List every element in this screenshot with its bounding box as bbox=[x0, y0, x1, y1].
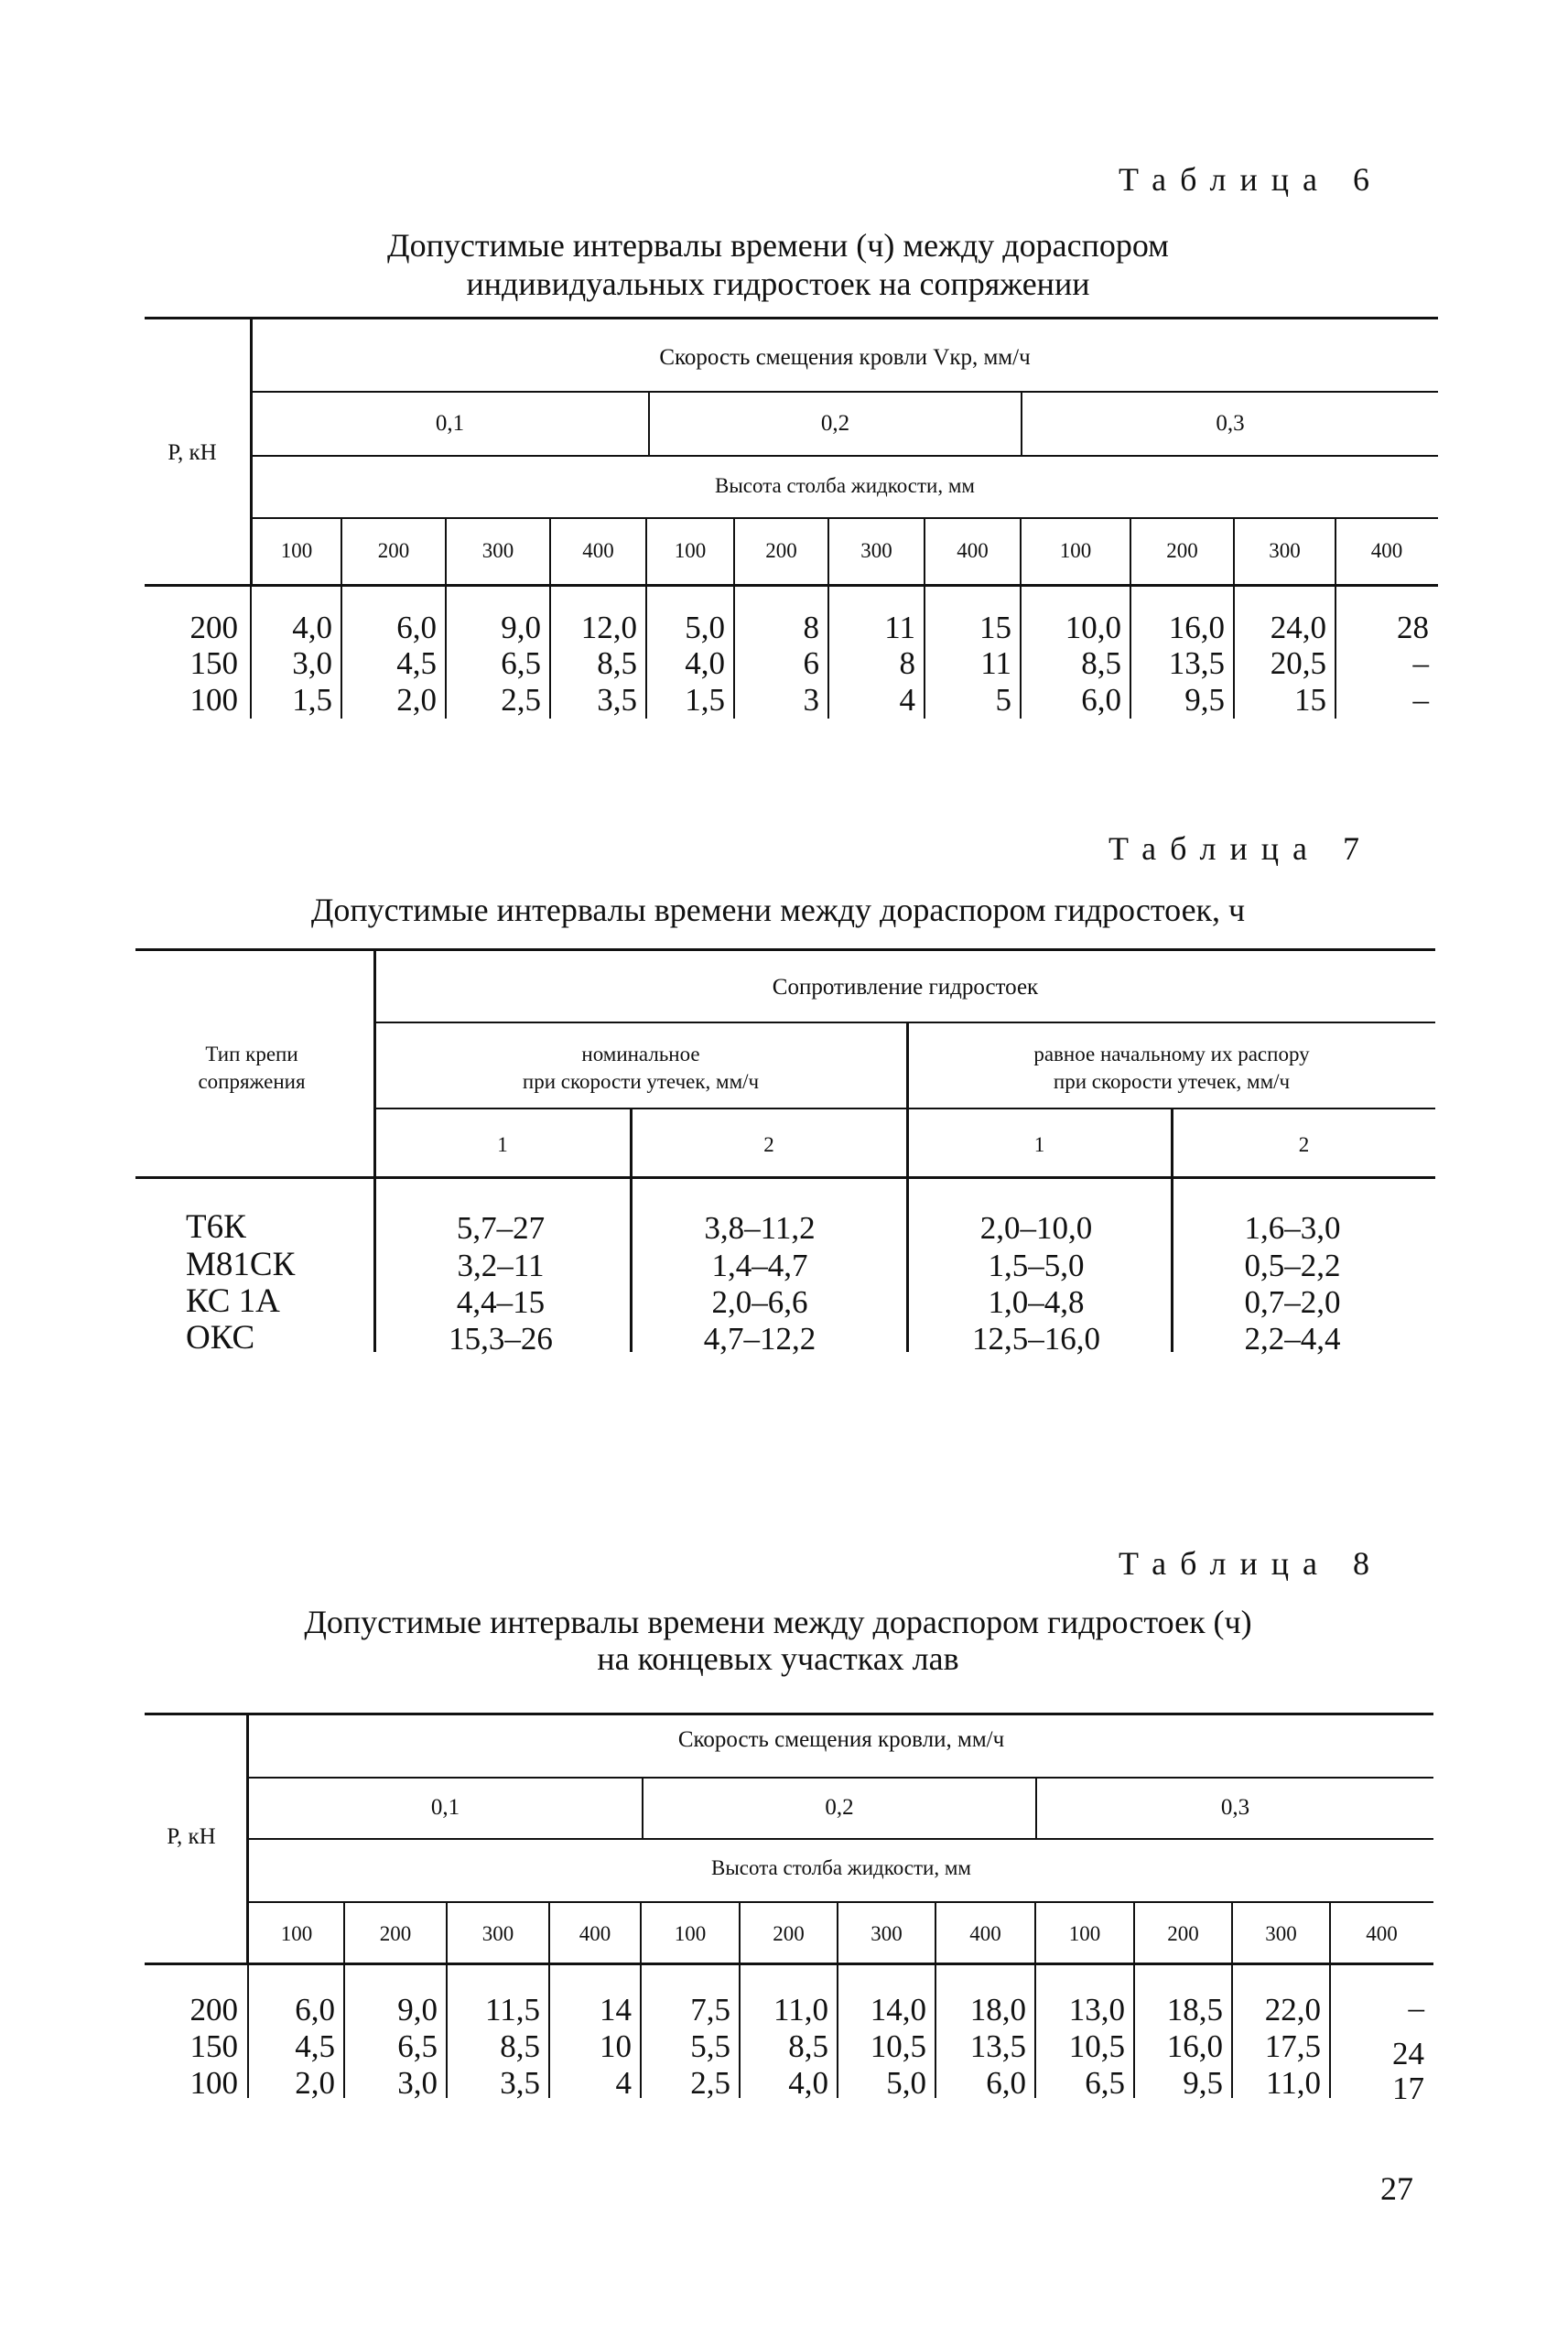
table-8-top-rule bbox=[145, 1713, 1433, 1715]
table-7-header-bottom-rule bbox=[135, 1176, 1435, 1179]
table6-row-2-cell-3: 6,5 bbox=[501, 645, 541, 681]
table7-row-3-type: КС 1А bbox=[186, 1282, 280, 1320]
table6-height-col-1: 100 bbox=[280, 539, 313, 562]
table7-row-4-type: ОКС bbox=[186, 1319, 255, 1357]
table6-row-2-cell-11: 20,5 bbox=[1270, 645, 1326, 681]
table8-row-2-cell-6: 8,5 bbox=[788, 2028, 828, 2064]
table8-row-1-p: 200 bbox=[189, 1992, 238, 2028]
table6-header-col-divider-11 bbox=[1335, 519, 1336, 584]
table8-height-col-10: 200 bbox=[1167, 1922, 1199, 1945]
table6-row-2-cell-8: 11 bbox=[980, 645, 1011, 681]
table8-row-2-cell-10: 16,0 bbox=[1166, 2028, 1223, 2064]
table8-row-1-cell-9: 13,0 bbox=[1068, 1992, 1125, 2028]
table6-row-1-cell-3: 9,0 bbox=[501, 610, 541, 645]
table8-height-col-7: 300 bbox=[871, 1922, 903, 1945]
table8-header-col-divider-9 bbox=[1133, 1903, 1135, 1963]
table-8-number: Таблица 8 bbox=[1119, 1545, 1383, 1582]
table6-height-col-10: 200 bbox=[1166, 539, 1198, 562]
table8-height-col-1: 100 bbox=[280, 1922, 313, 1945]
table6-height-col-9: 100 bbox=[1059, 539, 1092, 562]
table6-row-1-cell-7: 11 bbox=[884, 610, 915, 645]
table-6-speed-0-2: 0,2 bbox=[820, 411, 850, 436]
table8-row-2-cell-3: 8,5 bbox=[500, 2028, 540, 2064]
table7-leak-speed-3: 1 bbox=[1033, 1133, 1045, 1156]
table7-row-4-cell-1: 15,3–26 bbox=[449, 1321, 553, 1357]
table7-row-1-cell-2: 3,8–11,2 bbox=[704, 1210, 816, 1246]
table7-row-4-cell-4: 2,2–4,4 bbox=[1244, 1321, 1341, 1357]
table6-row-2-cell-9: 8,5 bbox=[1081, 645, 1121, 681]
table8-row-3-p: 100 bbox=[189, 2065, 238, 2101]
table-8-height-rule bbox=[249, 1901, 1433, 1903]
table7-row-3-cell-1: 4,4–15 bbox=[456, 1284, 546, 1320]
table8-header-col-divider-5 bbox=[739, 1903, 741, 1963]
table8-row-2-cell-5: 5,5 bbox=[690, 2028, 730, 2064]
table7-row-4-cell-3: 12,5–16,0 bbox=[972, 1321, 1100, 1357]
table6-row-2-p: 150 bbox=[189, 645, 238, 681]
table6-height-col-5: 100 bbox=[674, 539, 707, 562]
table6-row-1-cell-12: 28 bbox=[1397, 610, 1429, 645]
table-7-number: Таблица 7 bbox=[1108, 830, 1373, 867]
table-7-top-rule bbox=[135, 948, 1435, 951]
table6-row-3-cell-11: 15 bbox=[1294, 682, 1326, 718]
table8-row-1-cell-5: 7,5 bbox=[690, 1992, 730, 2028]
table7-row-1-cell-1: 5,7–27 bbox=[456, 1210, 546, 1246]
table-7-group-1-line-1: номинальное bbox=[581, 1043, 700, 1065]
table8-row-3-cell-8: 6,0 bbox=[986, 2065, 1026, 2101]
table6-row-1-cell-6: 8 bbox=[803, 610, 819, 645]
table8-row-1-cell-7: 14,0 bbox=[870, 1992, 926, 2028]
table7-row-3-cell-3: 1,0–4,8 bbox=[988, 1284, 1085, 1320]
table8-row-1-cell-11: 22,0 bbox=[1264, 1992, 1321, 2028]
table-6-speed-0-3: 0,3 bbox=[1216, 411, 1245, 436]
table-6-row-header: Р, кН bbox=[168, 440, 217, 465]
page-number: 27 bbox=[1380, 2170, 1413, 2207]
table-8-speed-0-1: 0,1 bbox=[430, 1795, 460, 1820]
table7-row-2-cell-3: 1,5–5,0 bbox=[988, 1248, 1085, 1283]
table6-height-col-3: 300 bbox=[481, 539, 514, 562]
table6-row-3-cell-6: 3 bbox=[803, 682, 819, 718]
table8-row-1-cell-4: 14 bbox=[600, 1992, 632, 2028]
table-7-resistance-rule bbox=[375, 1022, 1435, 1023]
table8-row-2-cell-8: 13,5 bbox=[969, 2028, 1026, 2064]
table8-row-3-cell-1: 2,0 bbox=[295, 2065, 335, 2101]
table6-row-2-cell-6: 6 bbox=[803, 645, 819, 681]
table6-row-2-cell-2: 4,5 bbox=[396, 645, 437, 681]
table-8-speed-header: Скорость смещения кровли, мм/ч bbox=[677, 1727, 1005, 1752]
table8-row-2-cell-2: 6,5 bbox=[397, 2028, 438, 2064]
table8-row-3-cell-6: 4,0 bbox=[788, 2065, 828, 2101]
table6-height-col-8: 400 bbox=[957, 539, 989, 562]
table-8-height-header: Высота столба жидкости, мм bbox=[711, 1856, 971, 1879]
table-7-title: Допустимые интервалы времени между дораспором гидростоек, ч bbox=[310, 892, 1246, 928]
table-8-header-bottom-rule bbox=[145, 1963, 1433, 1965]
table-6-header-bottom-rule bbox=[145, 584, 1438, 587]
table6-height-col-4: 400 bbox=[582, 539, 614, 562]
table8-row-2-p: 150 bbox=[189, 2028, 238, 2064]
table-6-speed-values-rule bbox=[252, 455, 1438, 457]
table7-leak-speed-2: 2 bbox=[763, 1133, 774, 1156]
table8-height-col-6: 200 bbox=[773, 1922, 805, 1945]
table8-header-col-divider-2 bbox=[446, 1903, 448, 1963]
table-8-row-header: Р, кН bbox=[167, 1824, 216, 1849]
table8-row-2-cell-12: 24 bbox=[1392, 2036, 1424, 2071]
table6-height-col-12: 400 bbox=[1370, 539, 1403, 562]
table7-row-2-cell-4: 0,5–2,2 bbox=[1244, 1248, 1341, 1283]
table-8-speed-0-2: 0,2 bbox=[825, 1795, 854, 1820]
table8-height-col-11: 300 bbox=[1265, 1922, 1297, 1945]
table7-row-2-type: М81СК bbox=[186, 1246, 296, 1283]
table6-header-col-divider-2 bbox=[445, 519, 447, 584]
table6-height-col-7: 300 bbox=[860, 539, 892, 562]
table8-row-2-cell-7: 10,5 bbox=[870, 2028, 926, 2064]
table7-leak-speed-1: 1 bbox=[497, 1133, 508, 1156]
table6-row-3-p: 100 bbox=[189, 682, 238, 718]
table6-row-1-cell-8: 15 bbox=[979, 610, 1011, 645]
table7-row-1-cell-4: 1,6–3,0 bbox=[1244, 1210, 1341, 1246]
table6-header-col-divider-8 bbox=[1020, 519, 1022, 584]
table7-row-3-cell-4: 0,7–2,0 bbox=[1244, 1284, 1341, 1320]
table-7-resistance-header: Сопротивление гидростоек bbox=[772, 975, 1039, 1000]
table6-row-3-cell-8: 5 bbox=[995, 682, 1011, 718]
table6-row-2-cell-10: 13,5 bbox=[1168, 645, 1225, 681]
table6-row-1-cell-1: 4,0 bbox=[292, 610, 332, 645]
table8-row-1-cell-2: 9,0 bbox=[397, 1992, 438, 2028]
table6-row-3-cell-12: – bbox=[1412, 682, 1429, 718]
table8-height-col-9: 100 bbox=[1068, 1922, 1101, 1945]
table8-row-3-cell-5: 2,5 bbox=[690, 2065, 730, 2101]
table8-row-2-cell-11: 17,5 bbox=[1264, 2028, 1321, 2064]
table8-row-3-cell-7: 5,0 bbox=[886, 2065, 926, 2101]
table8-row-3-cell-3: 3,5 bbox=[500, 2065, 540, 2101]
table-8-speed-rule bbox=[249, 1777, 1433, 1779]
table-8-speed-values-rule bbox=[249, 1838, 1433, 1840]
table7-leak-speed-4: 2 bbox=[1298, 1133, 1310, 1156]
table8-header-col-divider-1 bbox=[343, 1903, 345, 1963]
table8-row-3-cell-11: 11,0 bbox=[1266, 2065, 1321, 2101]
table6-row-3-cell-2: 2,0 bbox=[396, 682, 437, 718]
table6-row-2-cell-7: 8 bbox=[899, 645, 915, 681]
table6-row-1-p: 200 bbox=[189, 610, 238, 645]
table-6-number: Таблица 6 bbox=[1119, 161, 1383, 198]
table-7-group-2-line-1: равное начальному их распору bbox=[1033, 1043, 1310, 1065]
table-8-speed-0-3: 0,3 bbox=[1220, 1795, 1250, 1820]
table6-row-1-cell-10: 16,0 bbox=[1168, 610, 1225, 645]
table-6-height-header: Высота столба жидкости, мм bbox=[715, 474, 975, 497]
table6-header-col-divider-4 bbox=[645, 519, 647, 584]
table-7-row-header-line-1: Тип крепи bbox=[205, 1043, 298, 1065]
table6-height-col-6: 200 bbox=[765, 539, 797, 562]
table8-header-col-divider-8 bbox=[1034, 1903, 1036, 1963]
table-6-title-line-1: Допустимые интервалы времени (ч) между дораспором bbox=[387, 227, 1169, 264]
table7-row-1-cell-3: 2,0–10,0 bbox=[979, 1210, 1093, 1246]
table6-row-3-cell-4: 3,5 bbox=[597, 682, 637, 718]
table7-row-2-cell-1: 3,2–11 bbox=[457, 1248, 545, 1283]
table8-height-col-2: 200 bbox=[379, 1922, 412, 1945]
table6-row-1-cell-2: 6,0 bbox=[396, 610, 437, 645]
table6-row-3-cell-5: 1,5 bbox=[685, 682, 725, 718]
table8-row-2-cell-4: 10 bbox=[600, 2028, 632, 2064]
table6-header-col-divider-3 bbox=[549, 519, 551, 584]
table7-row-3-cell-2: 2,0–6,6 bbox=[711, 1284, 808, 1320]
table6-height-col-2: 200 bbox=[377, 539, 410, 562]
table-6-top-rule bbox=[145, 317, 1438, 319]
table6-header-col-divider-9 bbox=[1130, 519, 1131, 584]
table8-header-col-divider-10 bbox=[1231, 1903, 1233, 1963]
table6-header-col-divider-6 bbox=[827, 519, 829, 584]
table6-row-2-cell-12: – bbox=[1412, 645, 1429, 681]
table6-row-1-cell-4: 12,0 bbox=[580, 610, 637, 645]
table-6-speed-rule bbox=[252, 391, 1438, 393]
table8-row-3-cell-2: 3,0 bbox=[397, 2065, 438, 2101]
table8-row-2-cell-1: 4,5 bbox=[295, 2028, 335, 2064]
table7-row-2-cell-2: 1,4–4,7 bbox=[711, 1248, 808, 1283]
table6-row-3-cell-9: 6,0 bbox=[1081, 682, 1121, 718]
table6-row-3-cell-1: 1,5 bbox=[292, 682, 332, 718]
table8-row-3-cell-10: 9,5 bbox=[1183, 2065, 1223, 2101]
table8-row-1-cell-8: 18,0 bbox=[969, 1992, 1026, 2028]
table8-row-1-cell-1: 6,0 bbox=[295, 1992, 335, 2028]
table6-row-1-cell-5: 5,0 bbox=[685, 610, 725, 645]
table8-row-1-cell-12: – bbox=[1408, 1990, 1424, 2026]
table-7-group-2-line-2: при скорости утечек, мм/ч bbox=[1053, 1070, 1291, 1093]
table6-row-3-cell-3: 2,5 bbox=[501, 682, 541, 718]
table7-row-4-cell-2: 4,7–12,2 bbox=[703, 1321, 816, 1357]
table8-header-col-divider-6 bbox=[837, 1903, 838, 1963]
table8-header-col-divider-7 bbox=[935, 1903, 936, 1963]
table8-height-col-4: 400 bbox=[579, 1922, 611, 1945]
table6-header-col-divider-5 bbox=[733, 519, 735, 584]
table8-row-3-cell-9: 6,5 bbox=[1085, 2065, 1125, 2101]
table-7-group-1-line-2: при скорости утечек, мм/ч bbox=[522, 1070, 760, 1093]
table-6-speed-0-1: 0,1 bbox=[435, 411, 465, 436]
table6-header-col-divider-7 bbox=[924, 519, 925, 584]
table8-row-2-cell-9: 10,5 bbox=[1068, 2028, 1125, 2064]
table8-height-col-8: 400 bbox=[969, 1922, 1001, 1945]
table8-row-1-cell-6: 11,0 bbox=[773, 1992, 828, 2028]
table6-header-col-divider-1 bbox=[341, 519, 342, 584]
table-6-title-line-2: индивидуальных гидростоек на сопряжении bbox=[466, 265, 1090, 302]
table-6-speed-header: Скорость смещения кровли Vкр, мм/ч bbox=[659, 345, 1031, 370]
table6-row-2-cell-5: 4,0 bbox=[685, 645, 725, 681]
table6-row-2-cell-1: 3,0 bbox=[292, 645, 332, 681]
table6-row-3-cell-10: 9,5 bbox=[1184, 682, 1225, 718]
table6-row-1-cell-9: 10,0 bbox=[1065, 610, 1121, 645]
table-7-row-header-line-2: сопряжения bbox=[198, 1070, 306, 1093]
table8-height-col-12: 400 bbox=[1366, 1922, 1398, 1945]
table-6-height-rule bbox=[252, 517, 1438, 519]
table8-row-1-cell-10: 18,5 bbox=[1166, 1992, 1223, 2028]
table-8-title-line-1: Допустимые интервалы времени между дораспором гидростоек (ч) bbox=[304, 1604, 1252, 1640]
table-7-group-rule bbox=[375, 1108, 1435, 1109]
table-8-title-line-2: на концевых участках лав bbox=[597, 1640, 959, 1677]
table6-row-2-cell-4: 8,5 bbox=[597, 645, 637, 681]
table8-height-col-5: 100 bbox=[674, 1922, 707, 1945]
table8-row-3-cell-12: 17 bbox=[1392, 2071, 1424, 2106]
table8-row-1-cell-3: 11,5 bbox=[485, 1992, 540, 2028]
table8-header-col-divider-3 bbox=[548, 1903, 550, 1963]
table7-row-1-type: Т6К bbox=[186, 1208, 246, 1246]
table8-height-col-3: 300 bbox=[481, 1922, 514, 1945]
table8-header-col-divider-11 bbox=[1329, 1903, 1331, 1963]
table6-header-col-divider-10 bbox=[1233, 519, 1235, 584]
table8-row-3-cell-4: 4 bbox=[615, 2065, 632, 2101]
table6-row-1-cell-11: 24,0 bbox=[1270, 610, 1326, 645]
table6-row-3-cell-7: 4 bbox=[899, 682, 915, 718]
table6-height-col-11: 300 bbox=[1269, 539, 1301, 562]
table8-header-col-divider-4 bbox=[640, 1903, 642, 1963]
